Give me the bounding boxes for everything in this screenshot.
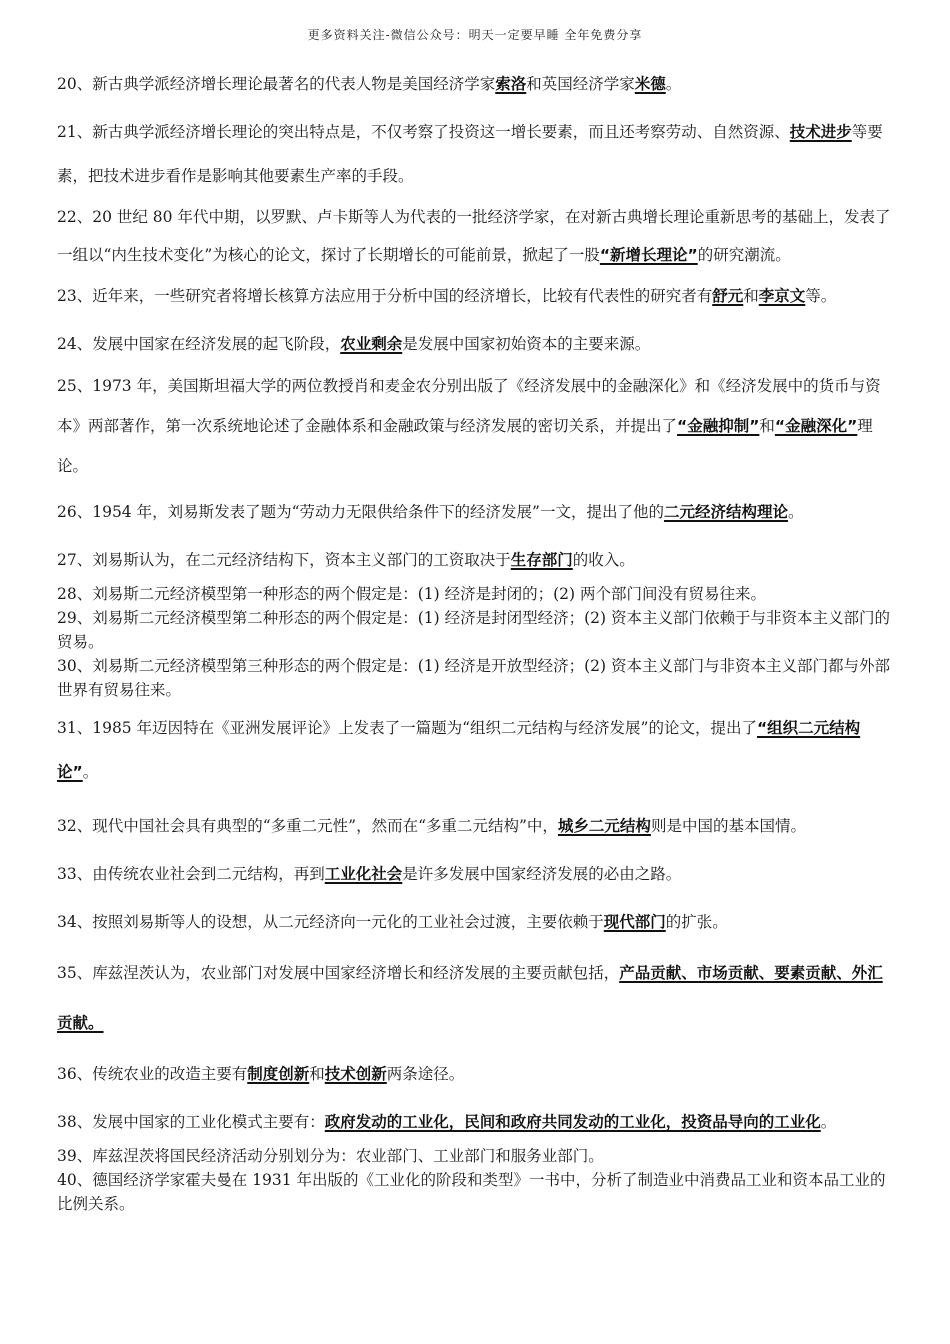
keyword: 米德 xyxy=(634,75,666,93)
item-20: 20、新古典学派经济增长理论最著名的代表人物是美国经济学家索洛和英国经济学家米德。 xyxy=(57,75,682,93)
item-26: 26、1954 年，刘易斯发表了题为“劳动力无限供给条件下的经济发展”一文，提出了他的二元经济结构理论。 xyxy=(57,503,804,521)
item-39: 39、库兹涅茨将国民经济活动分别划分为：农业部门、工业部门和服务业部门。 xyxy=(57,1147,604,1165)
item-32: 32、现代中国社会具有典型的“多重二元性”，然而在“多重二元结构”中，城乡二元结构则是中国的基本国情。 xyxy=(57,817,806,835)
item-38: 38、发展中国家的工业化模式主要有：政府发动的工业化，民间和政府共同发动的工业化，投资品导向的工业化。 xyxy=(57,1113,837,1131)
keyword: 李京文 xyxy=(758,287,806,305)
item-34: 34、按照刘易斯等人的设想，从二元经济向一元化的工业社会过渡，主要依赖于现代部门的扩张。 xyxy=(57,913,728,931)
keyword: 产品贡献、市场贡献、要素贡献、外汇贡献。 xyxy=(57,964,883,1032)
keyword: “组织二元结构论” xyxy=(57,719,861,781)
keyword: “新增长理论” xyxy=(599,246,698,264)
item-21: 21、新古典学派经济增长理论的突出特点是，不仅考察了投资这一增长要素，而且还考察劳动、自然资源、技术进步等要素，把技术进步看作是影响其他要素生产率的手段。 xyxy=(57,123,883,185)
keyword: 生存部门 xyxy=(510,551,573,569)
document-body xyxy=(57,62,893,1216)
item-22: 22、20 世纪 80 年代中期，以罗默、卢卡斯等人为代表的一批经济学家，在对新古典增长理论重新思考的基础上，发表了一组以“内生技术变化”为核心的论文，探讨了长期增长的可能前景，掀起了一股“新增长理论”的研究潮流。 xyxy=(57,208,891,264)
keyword: 二元经济结构理论 xyxy=(663,503,788,521)
keyword: 制度创新 xyxy=(247,1065,310,1083)
item-36: 36、传统农业的改造主要有制度创新和技术创新两条途径。 xyxy=(57,1065,465,1083)
keyword: 农业剩余 xyxy=(340,335,403,353)
page-header: 更多资料关注-微信公众号：明天一定要早睡 全年免费分享 xyxy=(307,28,643,42)
keyword: 技术创新 xyxy=(324,1065,387,1083)
item-28: 28、刘易斯二元经济模型第一种形态的两个假定是：(1) 经济是封闭的；(2) 两个部门间没有贸易往来。 xyxy=(57,585,766,603)
item-29: 29、刘易斯二元经济模型第二种形态的两个假定是：(1) 经济是封闭型经济；(2) 资本主义部门依赖于与非资本主义部门的贸易。 xyxy=(57,609,890,651)
keyword: 索洛 xyxy=(495,75,527,93)
item-35: 35、库兹涅茨认为，农业部门对发展中国家经济增长和经济发展的主要贡献包括，产品贡献、市场贡献、要素贡献、外汇贡献。 xyxy=(57,964,883,1032)
item-25: 25、1973 年，美国斯坦福大学的两位教授肖和麦金农分别出版了《经济发展中的金融深化》和《经济发展中的货币与资本》两部著作，第一次系统地论述了金融体系和金融政策与经济发展的密切关系，并提出了“金融抑制”和“金融深化”理论。 xyxy=(57,377,881,475)
item-33: 33、由传统农业社会到二元结构，再到工业化社会是许多发展中国家经济发展的必由之路。 xyxy=(57,865,682,883)
keyword: 政府发动的工业化，民间和政府共同发动的工业化，投资品导向的工业化 xyxy=(324,1113,821,1131)
item-23: 23、近年来，一些研究者将增长核算方法应用于分析中国的经济增长，比较有代表性的研究者有舒元和李京文等。 xyxy=(57,287,837,305)
item-27: 27、刘易斯认为，在二元经济结构下，资本主义部门的工资取决于生存部门的收入。 xyxy=(57,551,635,569)
keyword: 技术进步 xyxy=(789,123,852,141)
keyword: “金融深化” xyxy=(774,417,858,435)
keyword: 舒元 xyxy=(712,287,744,305)
keyword: 工业化社会 xyxy=(324,865,403,883)
item-31: 31、1985 年迈因特在《亚洲发展评论》上发表了一篇题为“组织二元结构与经济发展”的论文，提出了“组织二元结构论”。 xyxy=(57,719,861,781)
item-24: 24、发展中国家在经济发展的起飞阶段，农业剩余是发展中国家初始资本的主要来源。 xyxy=(57,335,651,353)
keyword: 现代部门 xyxy=(603,913,666,931)
keyword: “金融抑制” xyxy=(677,417,760,435)
item-40: 40、德国经济学家霍夫曼在 1931 年出版的《工业化的阶段和类型》一书中，分析了制造业中消费品工业和资本品工业的比例关系。 xyxy=(57,1171,886,1213)
item-30: 30、刘易斯二元经济模型第三种形态的两个假定是：(1) 经济是开放型经济；(2) 资本主义部门与非资本主义部门都与外部世界有贸易往来。 xyxy=(57,657,890,699)
keyword: 城乡二元结构 xyxy=(557,817,651,835)
